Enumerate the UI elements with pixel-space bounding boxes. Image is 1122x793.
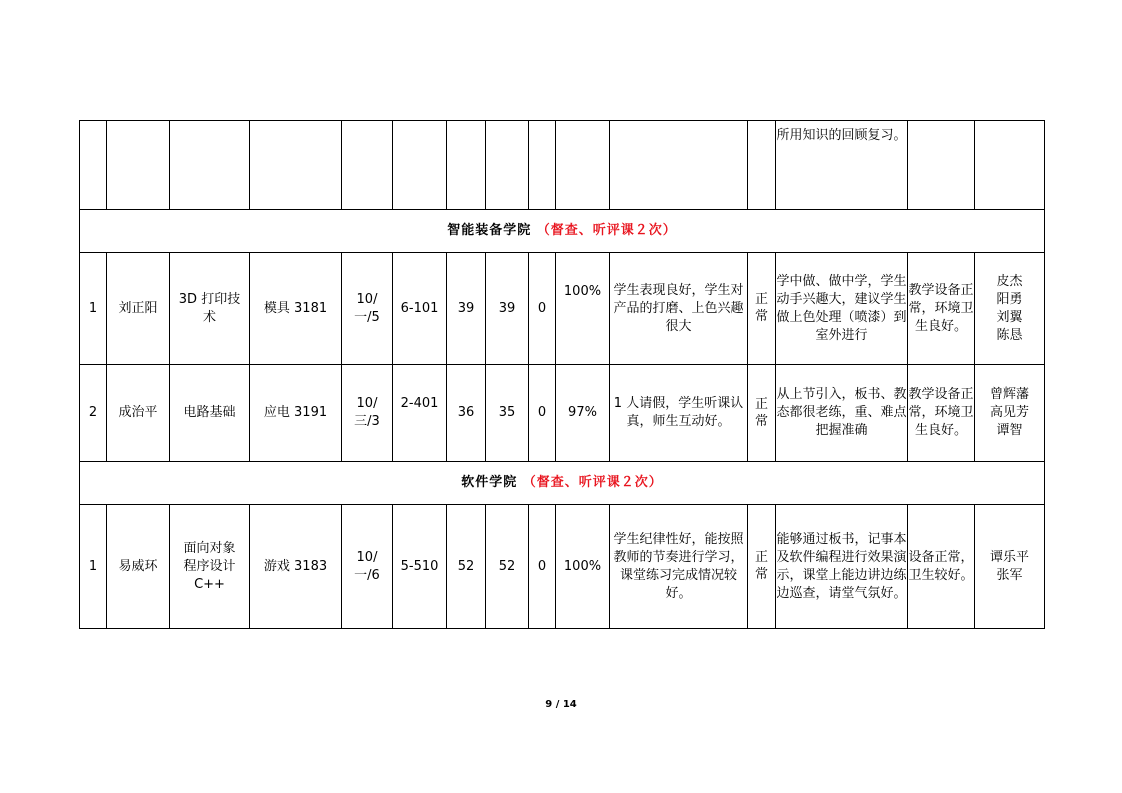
table-row: [80, 365, 1045, 462]
table-row: [80, 505, 1045, 629]
cell-class: 游戏 3183: [250, 505, 342, 629]
cell-room: 6-101: [393, 253, 447, 365]
section-note: （督查、听评课２次）: [522, 475, 663, 490]
page-number: 9 / 14: [545, 699, 577, 710]
section-title: 智能装备学院: [447, 223, 532, 238]
cell-rate: 100%: [556, 505, 610, 629]
cell-room: 2-401: [393, 365, 447, 462]
table-row-continuation: [80, 121, 1045, 210]
cell-student-comment: 1 人请假，学生听课认真，师生互动好。: [610, 365, 748, 462]
cell-expected: 39: [447, 253, 486, 365]
cell-order: 正常: [748, 253, 776, 365]
section-header: [80, 210, 1045, 253]
cell-time: 10/一/5: [342, 253, 393, 365]
cell-actual: 39: [486, 253, 529, 365]
cell-inspectors: 曾辉藩 高见芳 谭智: [975, 365, 1045, 462]
cell-absent: 0: [529, 505, 556, 629]
cell-no: 1: [80, 253, 107, 365]
cell-class: 模具 3181: [250, 253, 342, 365]
cell-teacher: 刘正阳: [107, 253, 170, 365]
cell-absent: 0: [529, 365, 556, 462]
cell-expected: 52: [447, 505, 486, 629]
cell-teacher: 成治平: [107, 365, 170, 462]
table-row: [80, 253, 1045, 365]
cell-teaching: 学中做、做中学，学生动手兴趣大，建议学生做上色处理（喷漆）到室外进行: [776, 253, 908, 365]
cell-student-comment: 学生表现良好，学生对产品的打磨、上色兴趣很大: [610, 253, 748, 365]
cell-class: 应电 3191: [250, 365, 342, 462]
cell-teacher: 易威环: [107, 505, 170, 629]
cell-order: 正常: [748, 505, 776, 629]
cell-absent: 0: [529, 253, 556, 365]
cell-no: 2: [80, 365, 107, 462]
cell-expected: 36: [447, 365, 486, 462]
cell-inspectors: 皮杰 阳勇 刘翼 陈恳: [975, 253, 1045, 365]
cell-teaching: 从上节引入，板书、教态都很老练，重、难点把握准确: [776, 365, 908, 462]
section-header: [80, 462, 1045, 505]
cell-teaching: 能够通过板书，记事本及软件编程进行效果演示，课堂上能边讲边练边巡查，请堂气氛好。: [776, 505, 908, 629]
cell-time: 10/三/3: [342, 365, 393, 462]
section-title: 软件学院: [461, 475, 518, 490]
cell-course: 电路基础: [170, 365, 250, 462]
cell-student-comment: 学生纪律性好，能按照教师的节奏进行学习，课堂练习完成情况较好。: [610, 505, 748, 629]
cell-course: 面向对象 程序设计 C++: [170, 505, 250, 629]
inspection-table: [79, 120, 1045, 629]
cell-course: 3D 打印技 术: [170, 253, 250, 365]
cell-rate: 97%: [556, 365, 610, 462]
cell-inspectors: 谭乐平 张军: [975, 505, 1045, 629]
cell-time: 10/一/6: [342, 505, 393, 629]
cell-environment: 教学设备正常，环境卫生良好。: [908, 253, 975, 365]
cell-actual: 52: [486, 505, 529, 629]
teaching-cell: 所用知识的回顾复习。: [776, 121, 908, 210]
cell-actual: 35: [486, 365, 529, 462]
cell-room: 5-510: [393, 505, 447, 629]
cell-order: 正常: [748, 365, 776, 462]
section-note: （督查、听评课２次）: [536, 223, 677, 238]
cell-no: 1: [80, 505, 107, 629]
cell-rate: 100%: [556, 253, 610, 365]
cell-environment: 设备正常，卫生较好。: [908, 505, 975, 629]
cell-environment: 教学设备正常，环境卫生良好。: [908, 365, 975, 462]
